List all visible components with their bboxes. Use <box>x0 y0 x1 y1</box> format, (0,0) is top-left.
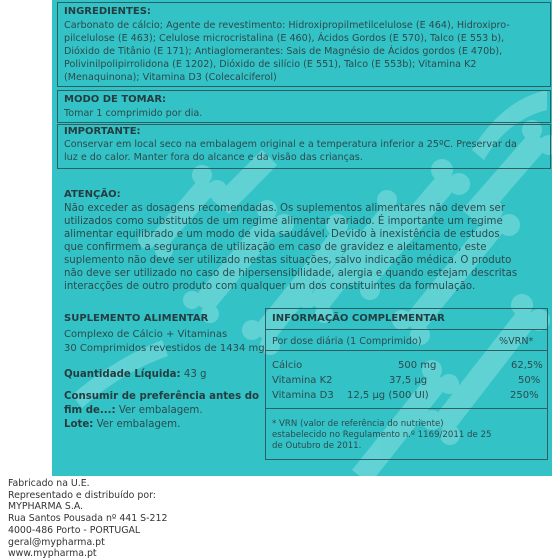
net-quantity <box>64 368 207 382</box>
attention-line: utilizados como substitutos de um regime alimentar variado. É importante um regime <box>64 216 503 227</box>
info-table-footnote: de Outubro de 2011. <box>272 441 362 451</box>
info-table-col-header: Por dose diária (1 Comprimido) <box>272 336 422 347</box>
footer-company: MYPHARMA S.A. <box>8 501 84 513</box>
nutrient-name: Cálcio <box>272 360 303 371</box>
supplement-description: Complexo de Cálcio + Vitaminas <box>64 329 228 340</box>
ingredients-line: Dióxido de Titânio (E 171); Antiaglomerantes: Sais de Magnésio de Ácidos gordos (E 470b), <box>64 46 503 57</box>
footer-city: 4000-486 Porto - PORTUGAL <box>8 524 141 536</box>
manufacturer-info <box>8 478 167 560</box>
ingredients-line: Polivinilpolipirrolidona (E 1202), Dióxido de silício (E 551), Talco (E 553b); Vitamina K2 <box>64 59 477 70</box>
attention-line: não deve ser utilizado no caso de hipersensibilidade, alergia e quando estejam descritas <box>64 268 518 279</box>
attention-line: suplemento não deve ser utilizado nestas situações, salvo indicação médica. O produto <box>64 255 512 266</box>
info-table-title: INFORMAÇÃO COMPLEMENTAR <box>272 313 445 324</box>
attention-title: ATENÇÃO: <box>64 189 121 200</box>
footer-email: geral@mypharma.pt <box>8 536 105 548</box>
info-table-divider <box>265 329 548 330</box>
product-label-panel <box>52 0 552 476</box>
nutrient-amount: 12,5 µg (500 UI) <box>347 390 429 401</box>
nutrient-amount: 500 mg <box>398 360 437 371</box>
attention-line: que confirmem a segurança de utilização em caso de gravidez e aleitamento, este <box>64 242 487 253</box>
ingredients-line: Carbonato de cálcio; Agente de revestimento: Hidroxipropilmetilcelulose (E 464), Hidroxipro- <box>64 20 510 31</box>
nutrient-vrn: 250% <box>510 390 539 401</box>
footer-address: Rua Santos Pousada nº 441 S-212 <box>8 513 168 525</box>
ingredients-line: (Menaquinona); Vitamina D3 (Colecalciferol) <box>64 72 277 83</box>
best-before <box>64 404 203 418</box>
supplement-tablets: 30 Comprimidos revestidos de 1434 mg <box>64 343 265 354</box>
usage-text: Tomar 1 comprimido por dia. <box>64 108 203 119</box>
usage-title: MODO DE TOMAR: <box>64 94 167 105</box>
important-title: IMPORTANTE: <box>64 126 141 137</box>
info-table-divider <box>265 350 548 351</box>
ingredients-title: INGREDIENTES: <box>64 6 151 17</box>
attention-line: alimentar equilibrado e um modo de vida saudável. Devido à inexistência de estudos <box>64 229 500 240</box>
best-before-value: Ver embalagem. <box>115 405 203 416</box>
info-table-divider <box>265 408 548 409</box>
best-before-label-end: fim de...: <box>64 405 116 416</box>
info-table-vrn-header: %VRN* <box>499 336 534 347</box>
net-quantity-value: 43 g <box>180 369 207 380</box>
supplement-title: SUPLEMENTO ALIMENTAR <box>64 313 209 324</box>
important-line: luz e do calor. Manter fora do alcance e da visão das crianças. <box>64 152 363 163</box>
lot <box>64 418 180 432</box>
attention-line: interacções de outro produto com qualquer um dos constituintes da formulação. <box>64 281 476 292</box>
nutrient-vrn: 62,5% <box>511 360 543 371</box>
lot-label: Lote: <box>64 419 94 430</box>
important-line: Conservar em local seco na embalagem original e a temperatura inferior a 25ºC. Preservar da <box>64 139 517 150</box>
nutrient-amount: 37,5 µg <box>389 375 428 386</box>
nutrient-name: Vitamina K2 <box>272 375 333 386</box>
best-before-label: Consumir de preferência antes do <box>64 391 259 402</box>
footer-line: Fabricado na U.E. <box>8 478 90 489</box>
footer-line: Representado e distribuído por: <box>8 489 156 501</box>
nutrient-name: Vitamina D3 <box>272 390 334 401</box>
nutrient-vrn: 50% <box>518 375 541 386</box>
lot-value: Ver embalagem. <box>93 419 181 430</box>
ingredients-line: pilcelulose (E 463); Celulose microcristalina (E 460), Ácidos Gordos (E 570), Talco (E 553 b), <box>64 33 505 44</box>
attention-line: Não exceder as dosagens recomendadas. Os suplementos alimentares não devem ser <box>64 203 506 214</box>
info-table-footnote: * VRN (valor de referência do nutriente) <box>272 419 444 429</box>
footer-website: www.mypharma.pt <box>8 548 97 560</box>
info-table-footnote: estabelecido no Regulamento n.º 1169/2011 de 25 <box>272 430 492 440</box>
net-quantity-label: Quantidade Líquida: <box>64 369 181 380</box>
